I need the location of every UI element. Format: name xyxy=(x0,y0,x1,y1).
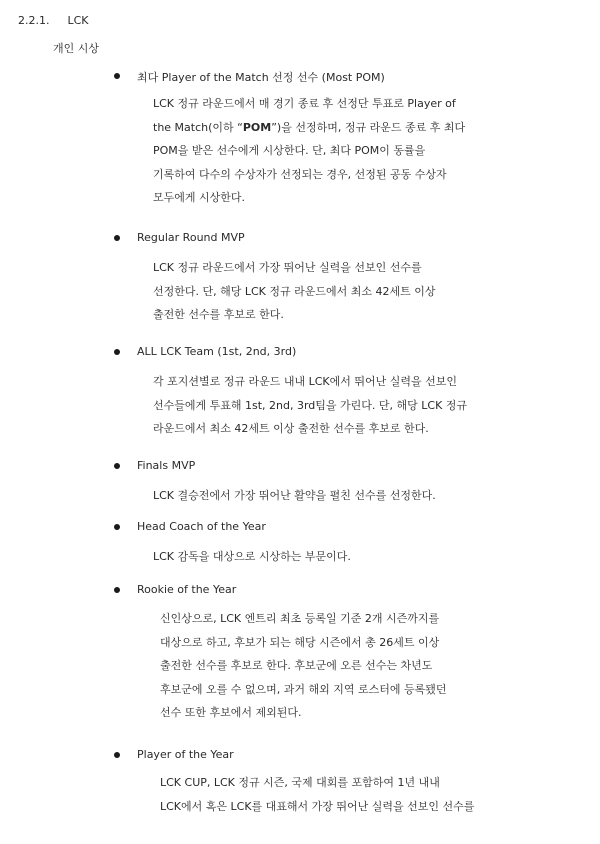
emphasis-text: POM xyxy=(242,120,272,134)
award-description xyxy=(153,92,465,210)
description-line: 신인상으로, LCK 엔트리 최초 등록일 기준 2개 시즌까지를 xyxy=(160,612,440,625)
description-line: LCK에서 혹은 LCK를 대표해서 가장 뛰어난 실력을 선보인 선수를 xyxy=(160,799,475,813)
bullet-icon xyxy=(114,73,120,79)
award-description xyxy=(160,771,474,818)
bullet-icon xyxy=(114,524,120,530)
description-line: 각 포지션별로 정규 라운드 내내 LCK에서 뛰어난 실력을 선보인 xyxy=(153,375,458,388)
section-title: LCK xyxy=(67,14,89,27)
description-line: 출전한 선수를 후보로 한다. xyxy=(153,308,284,321)
description-line: 선수들에게 투표해 1st, 2nd, 3rd팀을 가린다. 단, 해당 LCK 정규 xyxy=(153,398,468,412)
bullet-icon xyxy=(114,752,120,758)
description-line: 출전한 선수를 후보로 한다. 후보군에 오른 선수는 차년도 xyxy=(160,659,433,672)
award-title: Rookie of the Year xyxy=(137,583,237,596)
description-line: LCK CUP, LCK 정규 시즌, 국제 대회를 포함하여 1년 내내 xyxy=(160,776,440,789)
award-description xyxy=(153,484,436,508)
description-line: LCK 정규 라운드에서 가장 뛰어난 실력을 선보인 선수를 xyxy=(153,261,422,274)
award-description xyxy=(153,370,467,441)
award-description xyxy=(153,256,436,327)
award-title: ALL LCK Team (1st, 2nd, 3rd) xyxy=(137,345,297,358)
award-title: Finals MVP xyxy=(137,459,196,472)
description-line: 선수 또한 후보에서 제외된다. xyxy=(160,706,302,719)
description-line: LCK 감독을 대상으로 시상하는 부문이다. xyxy=(153,550,351,563)
description-line: 모두에게 시상한다. xyxy=(153,191,246,204)
description-line: 후보군에 오를 수 없으며, 과거 해외 지역 로스터에 등록됐던 xyxy=(160,682,447,696)
award-title: Regular Round MVP xyxy=(137,231,245,244)
award-title: Player of the Year xyxy=(137,748,234,761)
bullet-icon xyxy=(114,235,120,241)
description-line: 라운드에서 최소 42세트 이상 출전한 선수를 후보로 한다. xyxy=(153,422,429,435)
description-line: 기록하여 다수의 수상자가 선정되는 경우, 선정된 공동 수상자 xyxy=(153,167,447,181)
award-title: Head Coach of the Year xyxy=(137,520,266,533)
section-subtitle: 개인 시상 xyxy=(53,42,100,55)
award-title: 최다 Player of the Match 선정 선수 (Most POM) xyxy=(137,71,385,84)
bullet-icon xyxy=(114,587,120,593)
bullet-icon xyxy=(114,463,120,469)
description-line: POM을 받은 선수에게 시상한다. 단, 최다 POM이 동률을 xyxy=(153,144,426,157)
description-line: 선정한다. 단, 해당 LCK 정규 라운드에서 최소 42세트 이상 xyxy=(153,284,436,298)
section-number: 2.2.1. xyxy=(18,14,50,27)
bullet-icon xyxy=(114,349,120,355)
description-line: the Match(이하 “POM”)을 선정하며, 정규 라운드 종료 후 최다 xyxy=(153,120,466,134)
award-description xyxy=(160,607,447,725)
description-line: LCK 정규 라운드에서 매 경기 종료 후 선정단 투표로 Player of xyxy=(153,97,456,110)
description-line: LCK 결승전에서 가장 뛰어난 활약을 펼친 선수를 선정한다. xyxy=(153,489,436,502)
description-line: 대상으로 하고, 후보가 되는 해당 시즌에서 총 26세트 이상 xyxy=(160,635,440,649)
award-description xyxy=(153,545,351,569)
section-heading xyxy=(18,14,89,27)
